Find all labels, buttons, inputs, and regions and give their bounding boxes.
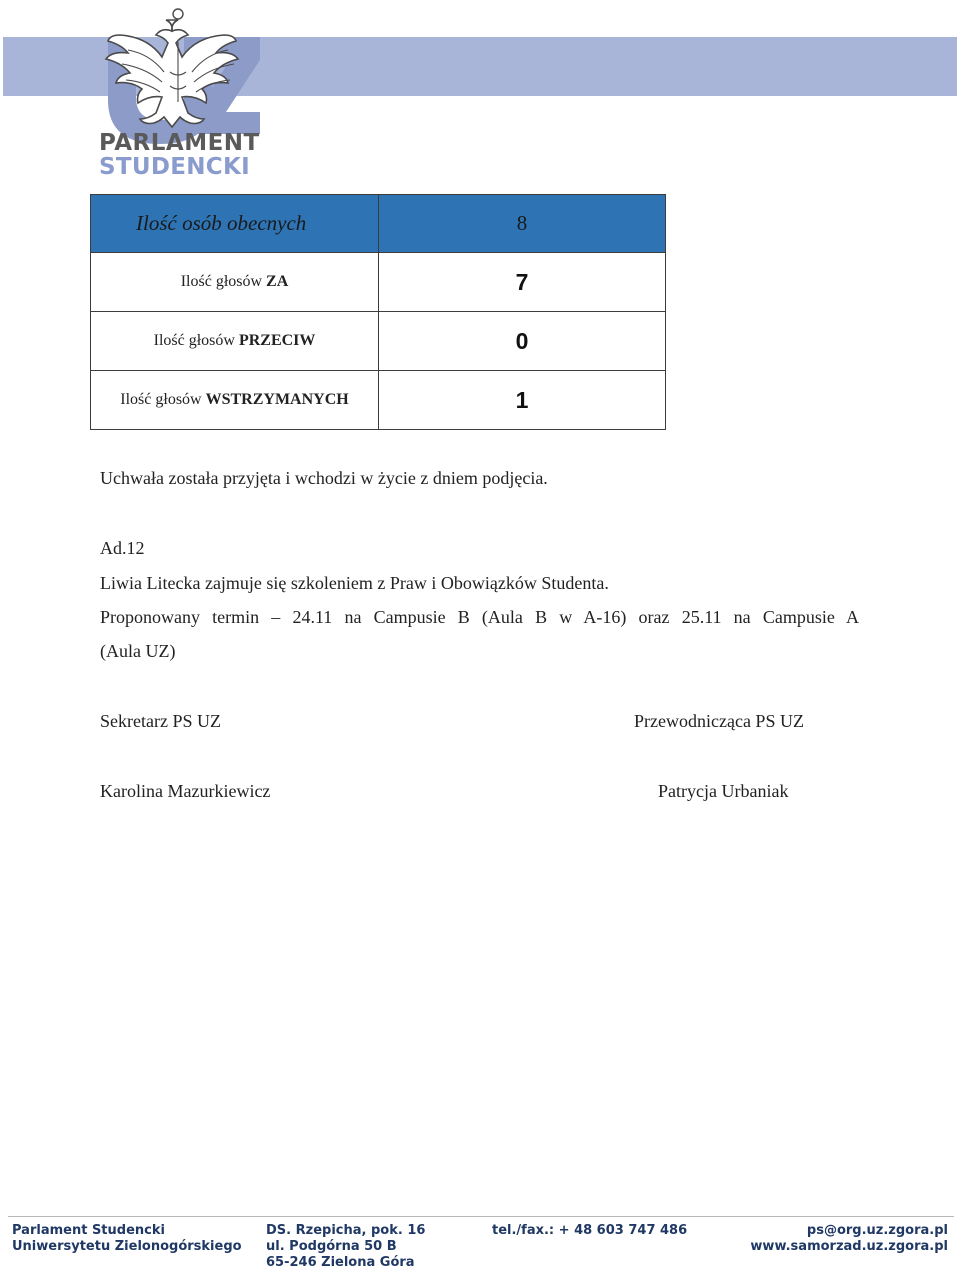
footer-website-link[interactable]: www.samorzad.uz.zgora.pl: [750, 1239, 948, 1254]
votes-against-value: 0: [515, 327, 529, 354]
vote-table-header-label-cell: [91, 195, 379, 253]
votes-abstain-value: 1: [515, 386, 529, 413]
agenda-text-line-2: Proponowany termin – 24.11 na Campusie B (Aula B w A-16) oraz 25.11 na Campusie A: [100, 607, 859, 627]
chair-role: Przewodnicząca PS UZ: [634, 711, 804, 731]
logo-text-studencki: STUDENCKI: [99, 154, 250, 180]
resolution-text: Uchwała została przyjęta i wchodzi w życie z dniem podjęcia.: [100, 468, 548, 488]
present-count-value: 8: [516, 211, 528, 235]
votes-against-label: Ilość głosów PRZECIW: [153, 332, 316, 349]
table-row: [91, 253, 666, 312]
secretary-role: Sekretarz PS UZ: [100, 711, 221, 731]
table-row: [91, 312, 666, 371]
secretary-name: Karolina Mazurkiewicz: [100, 781, 271, 801]
agenda-text-line-3: (Aula UZ): [100, 641, 176, 661]
footer-divider: [8, 1216, 954, 1217]
footer-email-link[interactable]: ps@org.uz.zgora.pl: [806, 1223, 948, 1238]
votes-for-value: 7: [515, 268, 529, 295]
table-row: [91, 371, 666, 430]
agenda-item-label: Ad.12: [100, 538, 145, 558]
present-count-label: Ilość osób obecnych: [136, 211, 307, 235]
vote-table: [90, 194, 666, 430]
chair-name: Patrycja Urbaniak: [658, 781, 789, 801]
logo-text-parlament: PARLAMENT: [99, 130, 260, 156]
footer-org-name: Parlament Studencki Uniwersytetu Zielonogórskiego: [12, 1223, 242, 1254]
votes-abstain-label: Ilość głosów WSTRZYMANYCH: [120, 391, 349, 408]
votes-for-label: Ilość głosów ZA: [180, 273, 289, 290]
vote-table-header-row: [91, 195, 666, 253]
footer-contact: [750, 1223, 948, 1255]
footer-address: DS. Rzepicha, pok. 16 ul. Podgórna 50 B 65-246 Zielona Góra: [266, 1223, 426, 1270]
agenda-text-line-1: Liwia Litecka zajmuje się szkoleniem z Praw i Obowiązków Studenta.: [100, 573, 609, 593]
footer-phone: tel./fax.: + 48 603 747 486: [492, 1223, 688, 1238]
vote-table-header-value-cell: [379, 195, 666, 253]
